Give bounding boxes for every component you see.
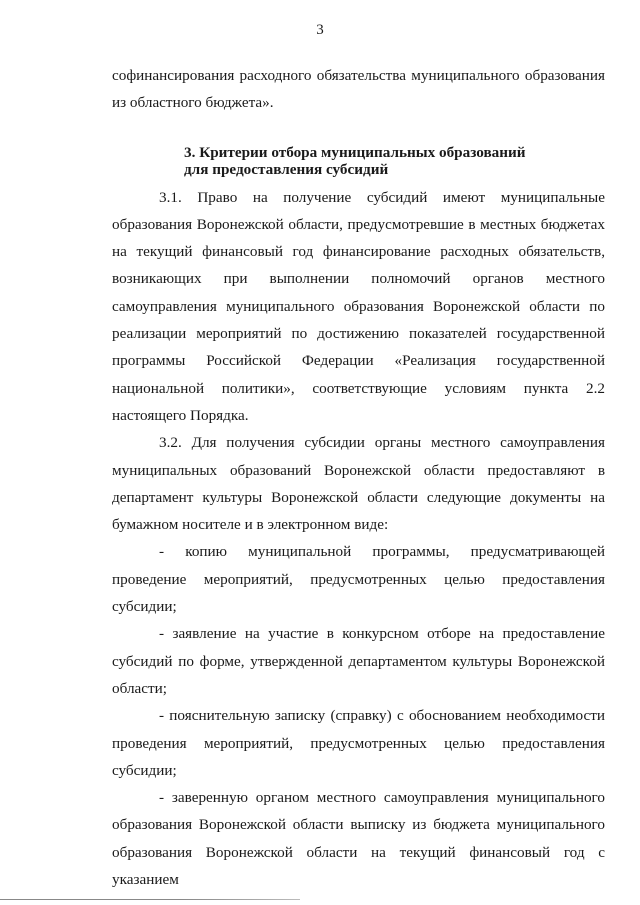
list-item-application: - заявление на участие в конкурсном отборе на предоставление субсидий по форме, утвержденной департаментом культуры Воронежской области; bbox=[112, 625, 605, 697]
section-heading bbox=[112, 144, 605, 178]
paragraph-3-1: 3.1. Право на получение субсидий имеют муниципальные образования Воронежской области, предусмотревшие в местных бюджетах на текущий финансовый год финансирование расходных обязательств, возникающих при выполнении полномочий органов местного самоуправления муниципального образования Воронежской области по реализации мероприятий по достижению показателей государственной программы Российской Федерации «Реализация государственной национальной политики», соответствующие условиям пункта 2.2 настоящего Порядка. bbox=[112, 188, 605, 424]
scan-edge-line bbox=[0, 899, 300, 900]
document-body bbox=[112, 62, 605, 893]
intro-line-1: софинансирования расходного обязательства муниципального образования bbox=[112, 67, 605, 84]
section-heading-line-2: для предоставления субсидий bbox=[184, 160, 389, 178]
list-item-budget-extract: - заверенную органом местного самоуправления муниципального образования Воронежской области выписку из бюджета муниципального образования Воронежской области на текущий финансовый год с указанием bbox=[112, 789, 605, 889]
paragraph-3-2: 3.2. Для получения субсидии органы местного самоуправления муниципальных образований Воронежской области предоставляют в департамент культуры Воронежской области следующие документы на бумажном носителе и в электронном виде: bbox=[112, 434, 605, 534]
intro-paragraph bbox=[112, 62, 605, 117]
section-heading-line-1: 3. Критерии отбора муниципальных образований bbox=[184, 143, 526, 161]
intro-line-2: из областного бюджета». bbox=[112, 94, 274, 112]
page-number: 3 bbox=[316, 22, 324, 38]
list-item-program-copy: - копию муниципальной программы, предусматривающей проведение мероприятий, предусмотренных целью предоставления субсидии; bbox=[112, 543, 605, 616]
list-item-explanatory-note: - пояснительную записку (справку) с обоснованием необходимости проведения мероприятий, предусмотренных целью предоставления субсидии; bbox=[112, 707, 605, 779]
